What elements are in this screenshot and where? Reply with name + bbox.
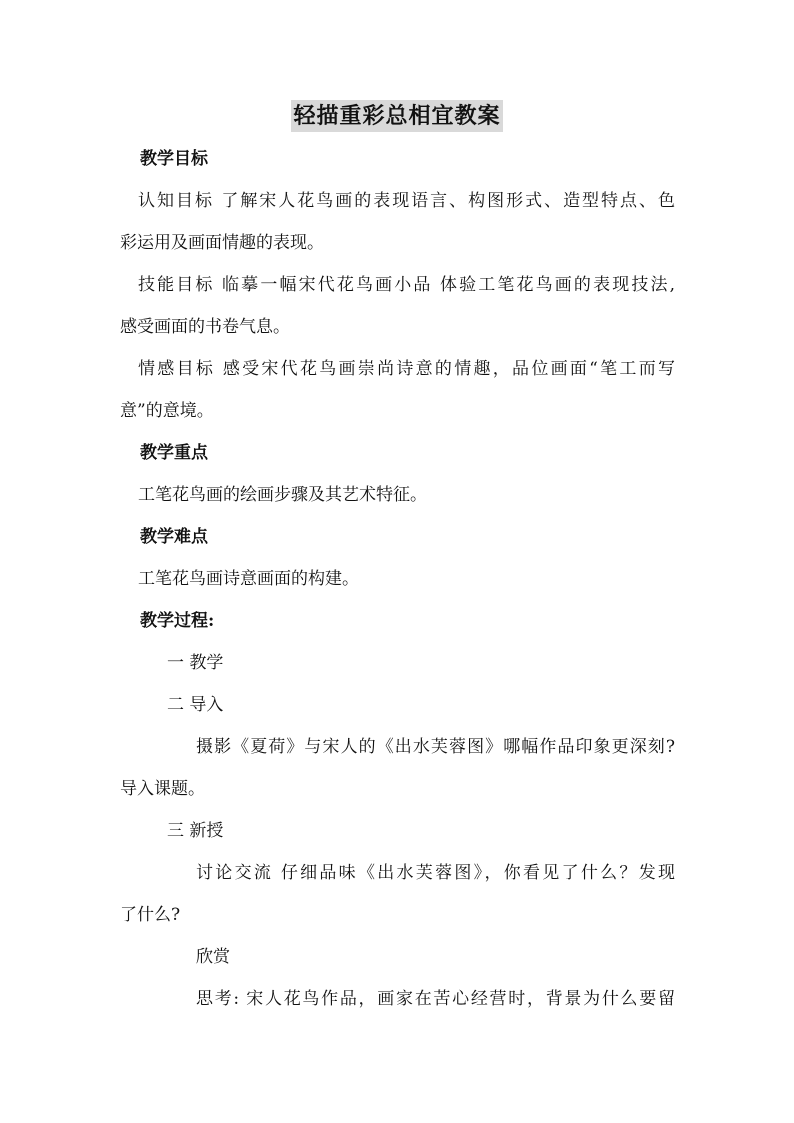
introduction-line1: 摄影《夏荷》与宋人的《出水芙蓉图》哪幅作品印象更深刻?: [196, 737, 675, 757]
key-points-heading: 教学重点: [140, 443, 208, 463]
emotion-goal-line2: 意”的意境。: [120, 401, 214, 421]
difficulty-text: 工笔花鸟画诗意画面的构建。: [138, 569, 359, 589]
process-heading: 教学过程:: [140, 611, 215, 631]
discussion-line2: 了什么?: [120, 905, 181, 925]
emotion-goal-line1: 情感目标 感受宋代花鸟画崇尚诗意的情趣，品位画面“笔工而写: [138, 359, 675, 379]
key-points-text: 工笔花鸟画的绘画步骤及其艺术特征。: [138, 485, 427, 505]
page-title: 轻描重彩总相宜教案: [291, 100, 502, 132]
step-new-lesson: 三 新授: [167, 821, 224, 841]
step-introduction: 二 导入: [167, 695, 224, 715]
step-teaching: 一 教学: [167, 653, 224, 673]
title-container: [0, 100, 794, 132]
skill-goal-line2: 感受画面的书卷气息。: [120, 317, 290, 337]
introduction-line2: 导入课题。: [120, 779, 205, 799]
discussion-line1: 讨论交流 仔细品味《出水芙蓉图》，你看见了什么？发现: [196, 863, 675, 883]
cognitive-goal-line2: 彩运用及画面情趣的表现。: [120, 233, 324, 253]
appreciation-label: 欣赏: [196, 947, 230, 967]
cognitive-goal-line1: 认知目标 了解宋人花鸟画的表现语言、构图形式、造型特点、色: [138, 191, 675, 211]
thinking-line1: 思考: 宋人花鸟作品，画家在苦心经营时，背景为什么要留: [196, 989, 675, 1009]
difficulty-heading: 教学难点: [140, 527, 208, 547]
skill-goal-line1: 技能目标 临摹一幅宋代花鸟画小品 体验工笔花鸟画的表现技法,: [138, 275, 675, 295]
goals-heading: 教学目标: [140, 149, 208, 169]
